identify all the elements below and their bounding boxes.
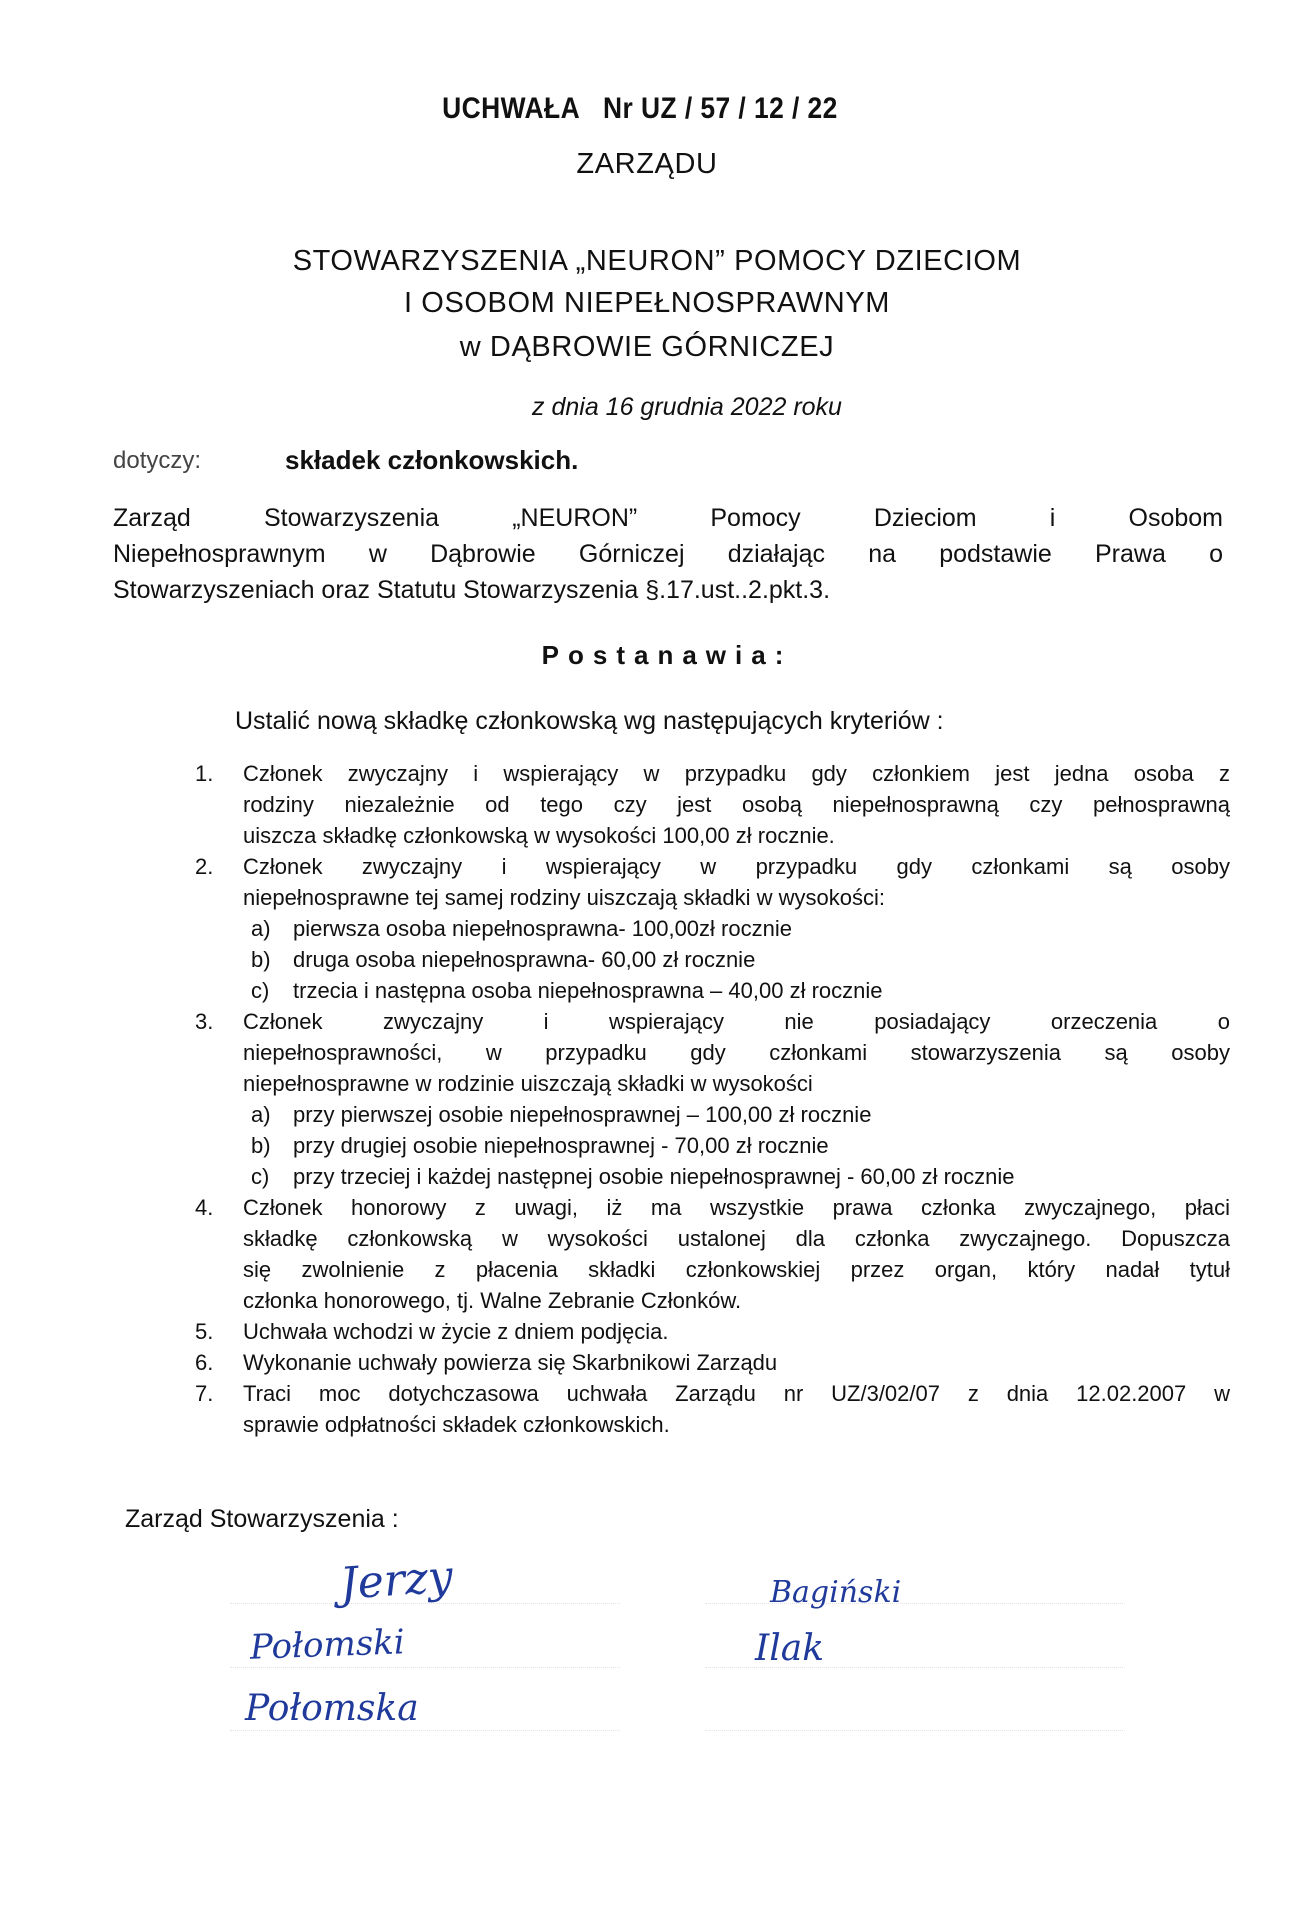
item-line: Członek zwyczajny i wspierający nie posiadający orzeczenia o — [243, 1009, 1230, 1034]
criteria-intro: Ustalić nową składkę członkowską wg następujących kryteriów : — [235, 707, 944, 735]
resolution-number: Nr UZ / 57 / 12 / 22 — [603, 92, 838, 125]
item-line: sprawie odpłatności składek członkowskich. — [243, 1412, 670, 1437]
sub-item — [195, 1099, 1230, 1130]
sub-item-letter: b) — [251, 1133, 271, 1158]
preamble-line: Stowarzyszeniach oraz Statutu Stowarzyszenia §.17.ust..2.pkt.3. — [113, 576, 831, 604]
resolves-heading: Postanawia: — [541, 640, 793, 670]
item-line: się zwolnienie z płacenia składki członkowskiej przez organ, który nadał tytuł — [243, 1257, 1230, 1282]
sub-item-letter: a) — [251, 1102, 271, 1127]
sub-item-letter: c) — [251, 978, 270, 1003]
signature-line — [705, 1730, 1125, 1731]
header-line-association: STOWARZYSZENIA „NEURON” POMOCY DZIECIOM — [292, 245, 1022, 277]
board-label: Zarząd Stowarzyszenia : — [125, 1505, 399, 1533]
item-line: uiszcza składkę członkowską w wysokości 100,00 zł rocznie. — [243, 823, 835, 848]
signature-ilak: Ilak — [755, 1628, 825, 1669]
item-number: 4. — [195, 1195, 214, 1220]
sub-item-text: przy trzeciej i każdej następnej osobie niepełnosprawnej - 60,00 zł rocznie — [293, 1164, 1015, 1189]
signature-line — [705, 1603, 1125, 1604]
signature-baginski: Bagiński — [770, 1575, 902, 1610]
signature-line — [230, 1730, 620, 1731]
sub-item-letter: c) — [251, 1164, 270, 1189]
item-line: Członek honorowy z uwagi, iż ma wszystkie prawa członka zwyczajnego, płaci — [243, 1195, 1230, 1220]
sub-item — [195, 913, 1230, 944]
sub-item-text: trzecia i następna osoba niepełnosprawna – 40,00 zł rocznie — [293, 978, 883, 1003]
signature-polomski: Połomski — [249, 1622, 406, 1668]
signature-jerzy: Jerzy — [338, 1551, 455, 1610]
sub-item — [195, 975, 1230, 1006]
item-line: niepełnosprawne tej samej rodziny uiszczają składki w wysokości: — [243, 885, 885, 910]
title-label: UCHWAŁA — [442, 92, 581, 125]
item-number: 6. — [195, 1350, 214, 1375]
document-title — [78, 92, 1217, 126]
item-line: niepełnosprawne w rodzinie uiszczają składki w wysokości — [243, 1071, 813, 1096]
list-item — [195, 758, 1230, 851]
item-number: 7. — [195, 1381, 214, 1406]
concerns-subject: składek członkowskich. — [285, 445, 579, 475]
sub-item-text: druga osoba niepełnosprawna- 60,00 zł rocznie — [293, 947, 756, 972]
list-item — [195, 1316, 1230, 1347]
preamble-line: Niepełnosprawnym w Dąbrowie Górniczej działając na podstawie Prawa o — [113, 540, 1223, 568]
list-item — [195, 1192, 1230, 1316]
signature-line — [230, 1667, 620, 1668]
signature-polomska: Połomska — [245, 1688, 419, 1729]
list-item — [195, 851, 1230, 913]
preamble-line: Zarząd Stowarzyszenia „NEURON” Pomocy Dzieciom i Osobom — [113, 504, 1223, 532]
resolution-date: z dnia 16 grudnia 2022 roku — [532, 393, 842, 421]
header-line-city: w DĄBROWIE GÓRNICZEJ — [459, 331, 835, 363]
item-number: 5. — [195, 1319, 214, 1344]
header-line-persons: I OSOBOM NIEPEŁNOSPRAWNYM — [403, 287, 891, 319]
preamble-paragraph — [113, 500, 1223, 608]
sub-item — [195, 1130, 1230, 1161]
sub-item — [195, 944, 1230, 975]
item-line: Członek zwyczajny i wspierający w przypadku gdy członkami są osoby — [243, 854, 1230, 879]
sub-item-letter: b) — [251, 947, 271, 972]
sub-item-letter: a) — [251, 916, 271, 941]
item-line: rodziny niezależnie od tego czy jest osobą niepełnosprawną czy pełnosprawną — [243, 792, 1230, 817]
sub-item — [195, 1161, 1230, 1192]
criteria-list — [195, 758, 1230, 1440]
list-item — [195, 1006, 1230, 1099]
item-line: niepełnosprawności, w przypadku gdy członkami stowarzyszenia są osoby — [243, 1040, 1230, 1065]
concerns-label: dotyczy: — [113, 447, 202, 474]
item-line: składkę członkowską w wysokości ustalonej dla członka zwyczajnego. Dopuszcza — [243, 1226, 1230, 1251]
list-item — [195, 1347, 1230, 1378]
item-number: 3. — [195, 1009, 214, 1034]
item-line: Traci moc dotychczasowa uchwała Zarządu nr UZ/3/02/07 z dnia 12.02.2007 w — [243, 1381, 1230, 1406]
item-line: Uchwała wchodzi w życie z dniem podjęcia. — [243, 1319, 669, 1344]
header-line-board: ZARZĄDU — [576, 148, 718, 180]
item-line: Członek zwyczajny i wspierający w przypadku gdy członkiem jest jedna osoba z — [243, 761, 1230, 786]
item-number: 1. — [195, 761, 214, 786]
item-line: Wykonanie uchwały powierza się Skarbnikowi Zarządu — [243, 1350, 778, 1375]
sub-item-text: pierwsza osoba niepełnosprawna- 100,00zł rocznie — [293, 916, 792, 941]
sub-item-text: przy pierwszej osobie niepełnosprawnej – 100,00 zł rocznie — [293, 1102, 872, 1127]
list-item — [195, 1378, 1230, 1440]
sub-item-text: przy drugiej osobie niepełnosprawnej - 70,00 zł rocznie — [293, 1133, 829, 1158]
item-number: 2. — [195, 854, 214, 879]
item-line: członka honorowego, tj. Walne Zebranie Członków. — [243, 1288, 742, 1313]
